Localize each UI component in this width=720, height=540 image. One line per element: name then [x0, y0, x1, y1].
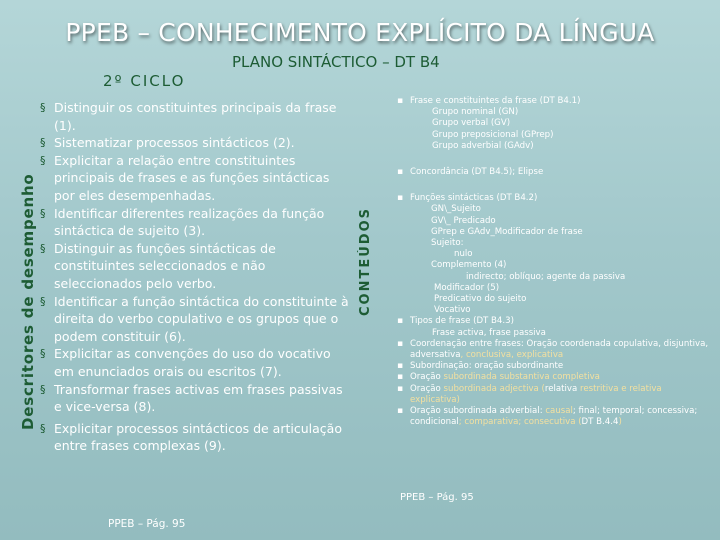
content-highlight: restritiva e relativa explicativa) — [410, 383, 662, 405]
content-item — [397, 193, 713, 316]
contents-panel — [397, 96, 713, 428]
slide-subtitle: PLANO SINTÁCTICO – DT B4 — [232, 53, 440, 71]
content-item — [397, 339, 713, 361]
descriptors-list — [40, 99, 350, 455]
content-item — [397, 167, 713, 178]
right-page-reference: PPEB – Pág. 95 — [400, 492, 474, 503]
descriptor-item: § Transformar frases activas em frases passivas e vice-versa (8). — [40, 381, 350, 416]
content-text: ; final; temporal; concessiva; condicional — [410, 406, 698, 428]
contents-side-label: CONTEÚDOS — [358, 207, 373, 317]
content-heading: ▪ Frase e constituintes da frase (DT B4.1) — [410, 96, 581, 106]
content-line: Grupo verbal (GV) — [432, 118, 511, 129]
content-line: Sujeito: — [431, 238, 464, 249]
content-text: Coordenação entre frases: Oração coordenada copulativa, disjuntiva, adversativa — [410, 338, 709, 361]
content-line: nulo — [454, 249, 473, 260]
content-line: Grupo preposicional (GPrep) — [432, 129, 554, 140]
content-line: Frase activa, frase passiva — [432, 327, 546, 338]
content-item — [397, 361, 713, 372]
content-highlight: subordinada adjectiva ( — [443, 383, 545, 394]
content-line: Grupo nominal (GN) — [432, 107, 519, 118]
content-heading: ▪ Funções sintácticas (DT B4.2) — [410, 193, 538, 204]
content-text: Oração subordinada adverbial: — [410, 406, 546, 417]
content-text: Oração — [410, 383, 444, 394]
content-text: Subordinação: oração subordinante — [410, 361, 564, 372]
content-item — [397, 384, 713, 406]
descriptor-item: § Distinguir os constituintes principais da frase (1). — [40, 99, 350, 134]
content-heading: Concordância (DT B4.5); Elipse — [410, 167, 544, 178]
content-line: indirecto; oblíquo; agente da passiva — [466, 271, 626, 282]
descriptor-item: § Identificar a função sintáctica do constituinte à direita do verbo copulativo e os grupos que o podem constituir (6). — [40, 293, 350, 346]
content-line: Modificador (5) — [434, 282, 500, 293]
content-item — [397, 96, 713, 152]
content-highlight: subordinada substantiva completiva — [443, 372, 600, 383]
content-item — [397, 316, 713, 338]
content-line: Grupo adverbial (GAdv) — [432, 140, 534, 151]
content-item — [397, 372, 713, 383]
content-highlight: , conclusiva, explicativa — [460, 350, 564, 361]
descriptor-item: § Sistematizar processos sintácticos (2). — [40, 134, 350, 152]
content-line: GPrep e GAdv_Modificador de frase — [431, 226, 583, 237]
content-line: Vocativo — [434, 305, 471, 316]
descriptors-side-label: Descritores de desempenho — [19, 173, 37, 431]
descriptor-item: § Explicitar processos sintácticos de articulação entre frases complexas (9). — [40, 420, 350, 455]
content-text: DT B.4.4 — [581, 417, 619, 428]
content-line: Predicativo do sujeito — [434, 294, 527, 305]
content-text: Oração — [410, 372, 444, 383]
content-highlight: causal — [545, 406, 573, 417]
content-highlight: ) — [618, 417, 622, 428]
left-page-reference: PPEB – Pág. 95 — [108, 518, 186, 530]
descriptor-item: § Explicitar a relação entre constituintes principais de frases e as funções sintácticas por eles desempenhadas. — [40, 152, 350, 205]
descriptor-item: § Explicitar as convenções do uso do vocativo em enunciados orais ou escritos (7). — [40, 345, 350, 380]
slide-title: PPEB – CONHECIMENTO EXPLÍCITO DA LÍNGUA — [65, 18, 655, 47]
content-highlight: ; comparativa; consecutiva ( — [458, 417, 582, 428]
descriptor-item: § Distinguir as funções sintácticas de constituintes seleccionados e não seleccionados pelo verbo. — [40, 240, 350, 293]
content-line: Complemento (4) — [431, 260, 507, 271]
content-item — [397, 406, 713, 428]
content-line: GV\_ Predicado — [431, 215, 496, 226]
content-heading: ▪ Tipos de frase (DT B4.3) — [410, 316, 514, 327]
content-line: GN\_Sujeito — [431, 204, 481, 215]
descriptor-item: § Identificar diferentes realizações da função sintáctica de sujeito (3). — [40, 205, 350, 240]
cycle-label: 2º CICLO — [103, 72, 186, 90]
content-text: relativa — [544, 383, 578, 394]
